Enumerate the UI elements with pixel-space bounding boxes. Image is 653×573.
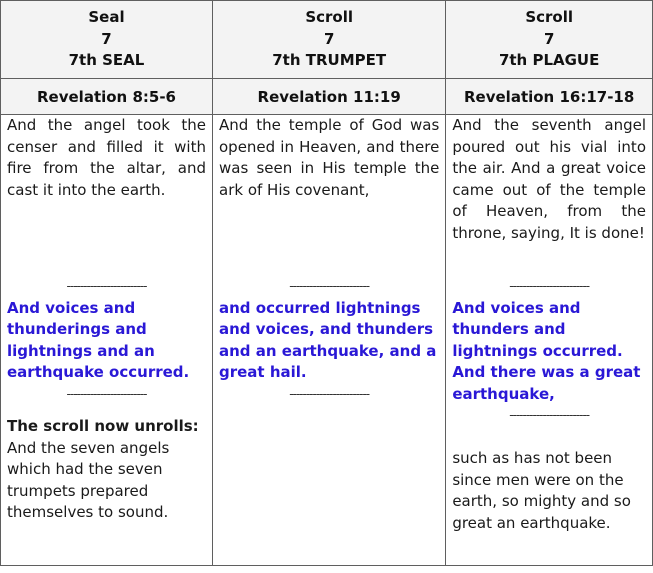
plague-body-cell (446, 115, 653, 566)
separator-line: ------------------------ (509, 279, 590, 293)
column-header-trumpet (213, 1, 446, 79)
note-text: And the seven angels which had the seven trumpets prepared themselves to sound. (7, 438, 170, 521)
header-line: 7 (101, 29, 112, 48)
verse-text: And the seventh angel poured out his vial into the air. And a great voice came out of the temple of Heaven, from the throne, saying, It is done! (452, 116, 646, 242)
separator-line: ------------------------ (66, 279, 147, 293)
header-line: 7th TRUMPET (272, 51, 387, 70)
emphasis-text: And voices and thunders and lightnings occurred. And there was a great earthquake, (452, 298, 641, 403)
separator-line: ------------------------ (289, 279, 370, 293)
continuation-text: such as has not been since men were on the earth, so mighty and so great an earthquake. (452, 449, 631, 532)
trumpet-body-cell (213, 115, 446, 566)
note-title: The scroll now unrolls: (7, 417, 199, 435)
column-header-seal (1, 1, 213, 79)
header-line: 7 (323, 29, 335, 48)
separator-line: ------------------------ (289, 386, 370, 401)
scripture-reference: Revelation 8:5-6 (1, 79, 213, 115)
verse-text: And the angel took the censer and filled it with fire from the altar, and cast it into the earth. (7, 116, 206, 199)
separator-line: ------------------------ (66, 386, 147, 401)
scroll-note (7, 416, 206, 524)
separator-line: ------------------------ (509, 408, 590, 422)
column-header-plague (446, 1, 653, 79)
emphasis-text: And voices and thunderings and lightnings and an earthquake occurred. (7, 298, 190, 381)
header-line: 7th PLAGUE (498, 51, 600, 70)
reference-row (1, 79, 653, 115)
body-row (1, 115, 653, 566)
header-line: 7 (543, 29, 555, 48)
seal-body-cell (1, 115, 213, 566)
scripture-reference: Revelation 11:19 (213, 79, 446, 115)
header-row (1, 1, 653, 79)
scripture-reference: Revelation 16:17-18 (446, 79, 653, 115)
header-line: Scroll (305, 8, 353, 27)
verse-text: And the temple of God was opened in Heaven, and there was seen in His temple the ark of His covenant, (219, 116, 440, 199)
header-line: Seal (88, 8, 125, 27)
emphasis-text: and occurred lightnings and voices, and thunders and an earthquake, and a great hail. (219, 298, 437, 381)
header-line: 7th SEAL (68, 51, 145, 70)
header-line: Scroll (525, 8, 573, 27)
